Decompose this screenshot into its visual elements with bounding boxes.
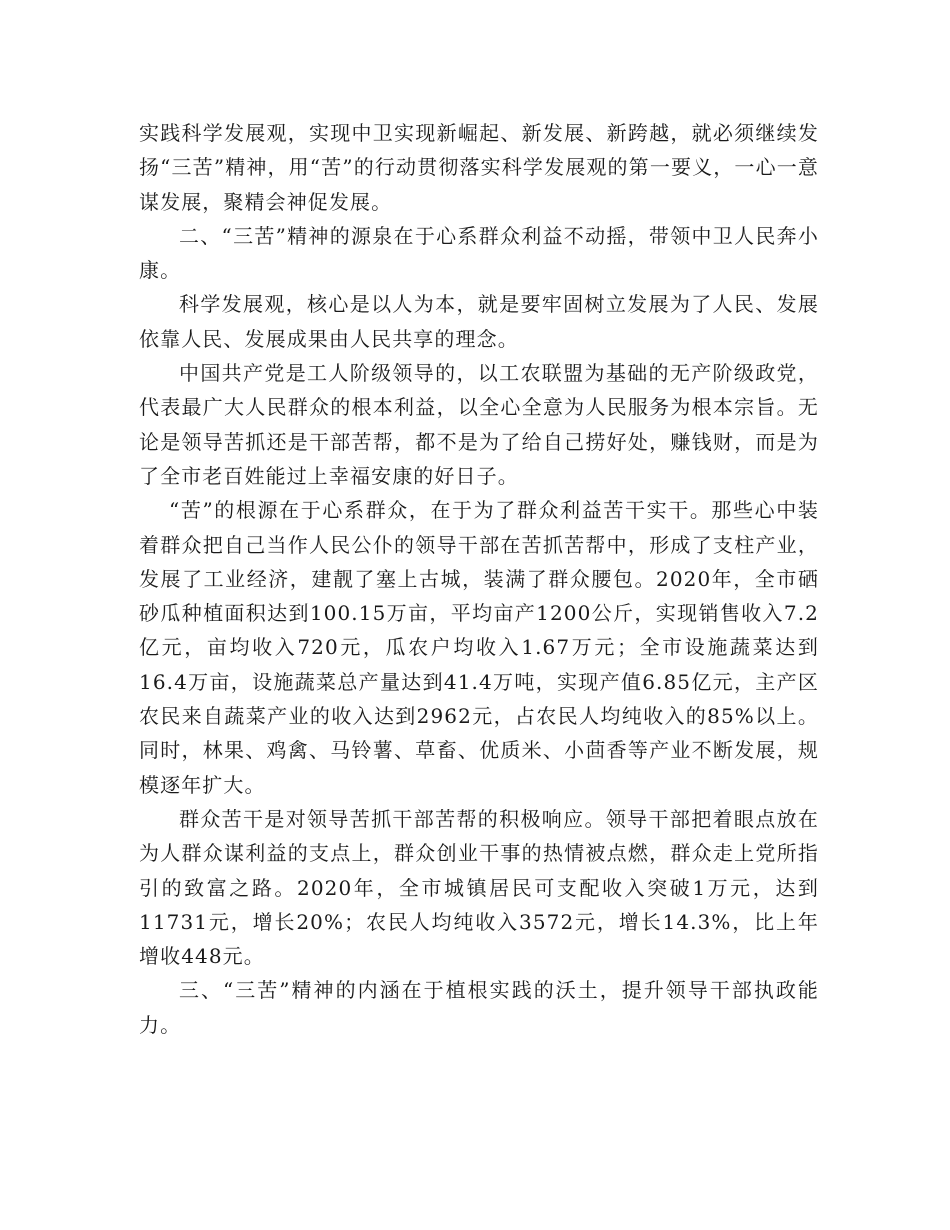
section-heading-3: 三、“三苦”精神的内涵在于植根实践的沃土，提升领导干部执政能力。: [139, 978, 819, 1037]
section-heading-2: 二、“三苦”精神的源泉在于心系群众利益不动摇，带领中卫人民奔小康。: [139, 223, 819, 283]
paragraph-continuation: 实践科学发展观，实现中卫实现新崛起、新发展、新跨越，就必须继续发扬“三苦”精神，用“苦”的行动贯彻落实科学发展观的第一要义，一心一意谋发展，聚精会神促发展。: [139, 121, 819, 214]
paragraph: 群众苦干是对领导苦抓干部苦帮的积极响应。领导干部把着眼点放在为人群众谋利益的支点上，群众创业干事的热情被点燃，群众走上党所指引的致富之路。2020年，全市城镇居民可支配收入突破1万元，达到11731元，增长20%；农民人均纯收入3572元，增长14.3%，比上年增收448元。: [139, 806, 819, 969]
document-body: [139, 116, 819, 1042]
paragraph: 科学发展观，核心是以人为本，就是要牢固树立发展为了人民、发展依靠人民、发展成果由人民共享的理念。: [139, 292, 819, 351]
paragraph: 中国共产党是工人阶级领导的，以工农联盟为基础的无产阶级政党，代表最广大人民群众的根本利益，以全心全意为人民服务为根本宗旨。无论是领导苦抓还是干部苦帮，都不是为了给自己捞好处，赚钱财，而是为了全市老百姓能过上幸福安康的好日子。: [139, 361, 819, 488]
paragraph: “苦”的根源在于心系群众，在于为了群众利益苦干实干。那些心中装着群众把自己当作人民公仆的领导干部在苦抓苦帮中，形成了支柱产业，发展了工业经济，建靓了塞上古城，装满了群众腰包。2020年，全市硒砂瓜种植面积达到100.15万亩，平均亩产1200公斤，实现销售收入7.2亿元，亩均收入720元，瓜农户均收入1.67万元；全市设施蔬菜达到16.4万亩，设施蔬菜总产量达到41.4万吨，实现产值6.85亿元，主产区农民来自蔬菜产业的收入达到2962元，占农民人均纯收入的85%以上。同时，林果、鸡禽、马铃薯、草畜、优质米、小茴香等产业不断发展，规模逐年扩大。: [139, 498, 819, 797]
